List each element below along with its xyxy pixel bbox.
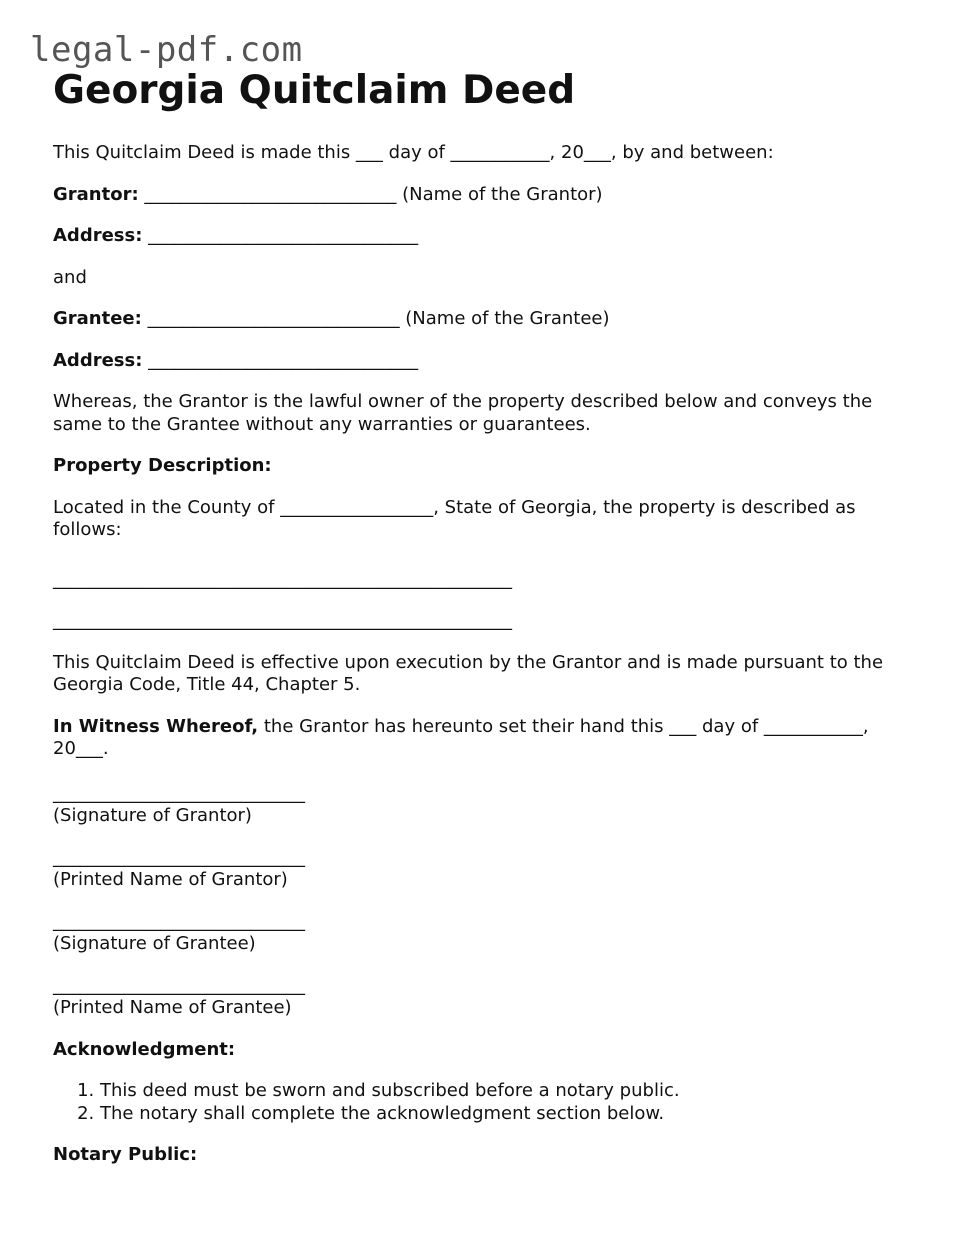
grantee-address-blank: ______________________________ <box>142 349 419 371</box>
document-body <box>53 66 923 1186</box>
signature-caption: (Signature of Grantee) <box>53 933 256 954</box>
acknowledgment-list <box>53 1080 923 1125</box>
list-item: 1. This deed must be sworn and subscribed before a notary public. <box>100 1080 923 1103</box>
signature-line: ____________________________ <box>53 974 305 996</box>
signature-block-grantor <box>53 783 923 828</box>
grantor-address-blank: ______________________________ <box>142 225 419 246</box>
grantee-line <box>53 308 923 331</box>
signature-line: ____________________________ <box>53 910 305 932</box>
property-heading: Property Description: <box>53 455 272 476</box>
list-item: 2. The notary shall complete the acknowledgment section below. <box>100 1103 923 1126</box>
signature-caption: (Printed Name of Grantor) <box>53 869 288 890</box>
property-blank-line: ___________________________________________________ <box>53 610 512 631</box>
grantor-label: Grantor: <box>53 183 139 205</box>
witness-label: In Witness Whereof, <box>53 715 259 737</box>
printed-name-block-grantor <box>53 847 923 892</box>
effective-paragraph: This Quitclaim Deed is effective upon execution by the Grantor and is made pursuant to the Georgia Code, Title 44, Chapter 5. <box>53 651 884 695</box>
watermark: legal-pdf.com <box>30 30 303 70</box>
signature-line: ____________________________ <box>53 782 305 804</box>
grantee-blank: ____________________________ (Name of the Grantee) <box>141 308 610 329</box>
grantor-address-label: Address: <box>53 225 143 246</box>
grantee-address-line <box>53 350 923 373</box>
grantee-label: Grantee: <box>53 308 142 329</box>
signature-caption: (Printed Name of Grantee) <box>53 997 292 1018</box>
printed-name-block-grantee <box>53 975 923 1020</box>
grantor-address-line <box>53 225 923 248</box>
property-location: Located in the County of _________________, State of Georgia, the property is described as follows: <box>53 496 856 540</box>
grantee-address-label: Address: <box>53 349 143 371</box>
notary-heading: Notary Public: <box>53 1144 198 1165</box>
property-blank-line: ___________________________________________________ <box>53 568 512 590</box>
grantor-blank: ____________________________ (Name of the Grantor) <box>138 183 603 205</box>
whereas-paragraph: Whereas, the Grantor is the lawful owner of the property described below and conveys the same to the Grantee without any warranties or guarantees. <box>53 391 873 435</box>
page-title: Georgia Quitclaim Deed <box>53 68 576 113</box>
and-text: and <box>53 266 87 288</box>
signature-line: ____________________________ <box>53 846 305 868</box>
witness-paragraph <box>53 716 923 761</box>
signature-caption: (Signature of Grantor) <box>53 805 252 826</box>
signature-block-grantee <box>53 911 923 956</box>
grantor-line <box>53 184 923 207</box>
witness-text: the Grantor has hereunto set their hand this ___ day of ___________, 20___. <box>53 715 869 759</box>
intro-paragraph: This Quitclaim Deed is made this ___ day of ___________, 20___, by and between: <box>53 142 774 163</box>
acknowledgment-heading: Acknowledgment: <box>53 1038 236 1060</box>
